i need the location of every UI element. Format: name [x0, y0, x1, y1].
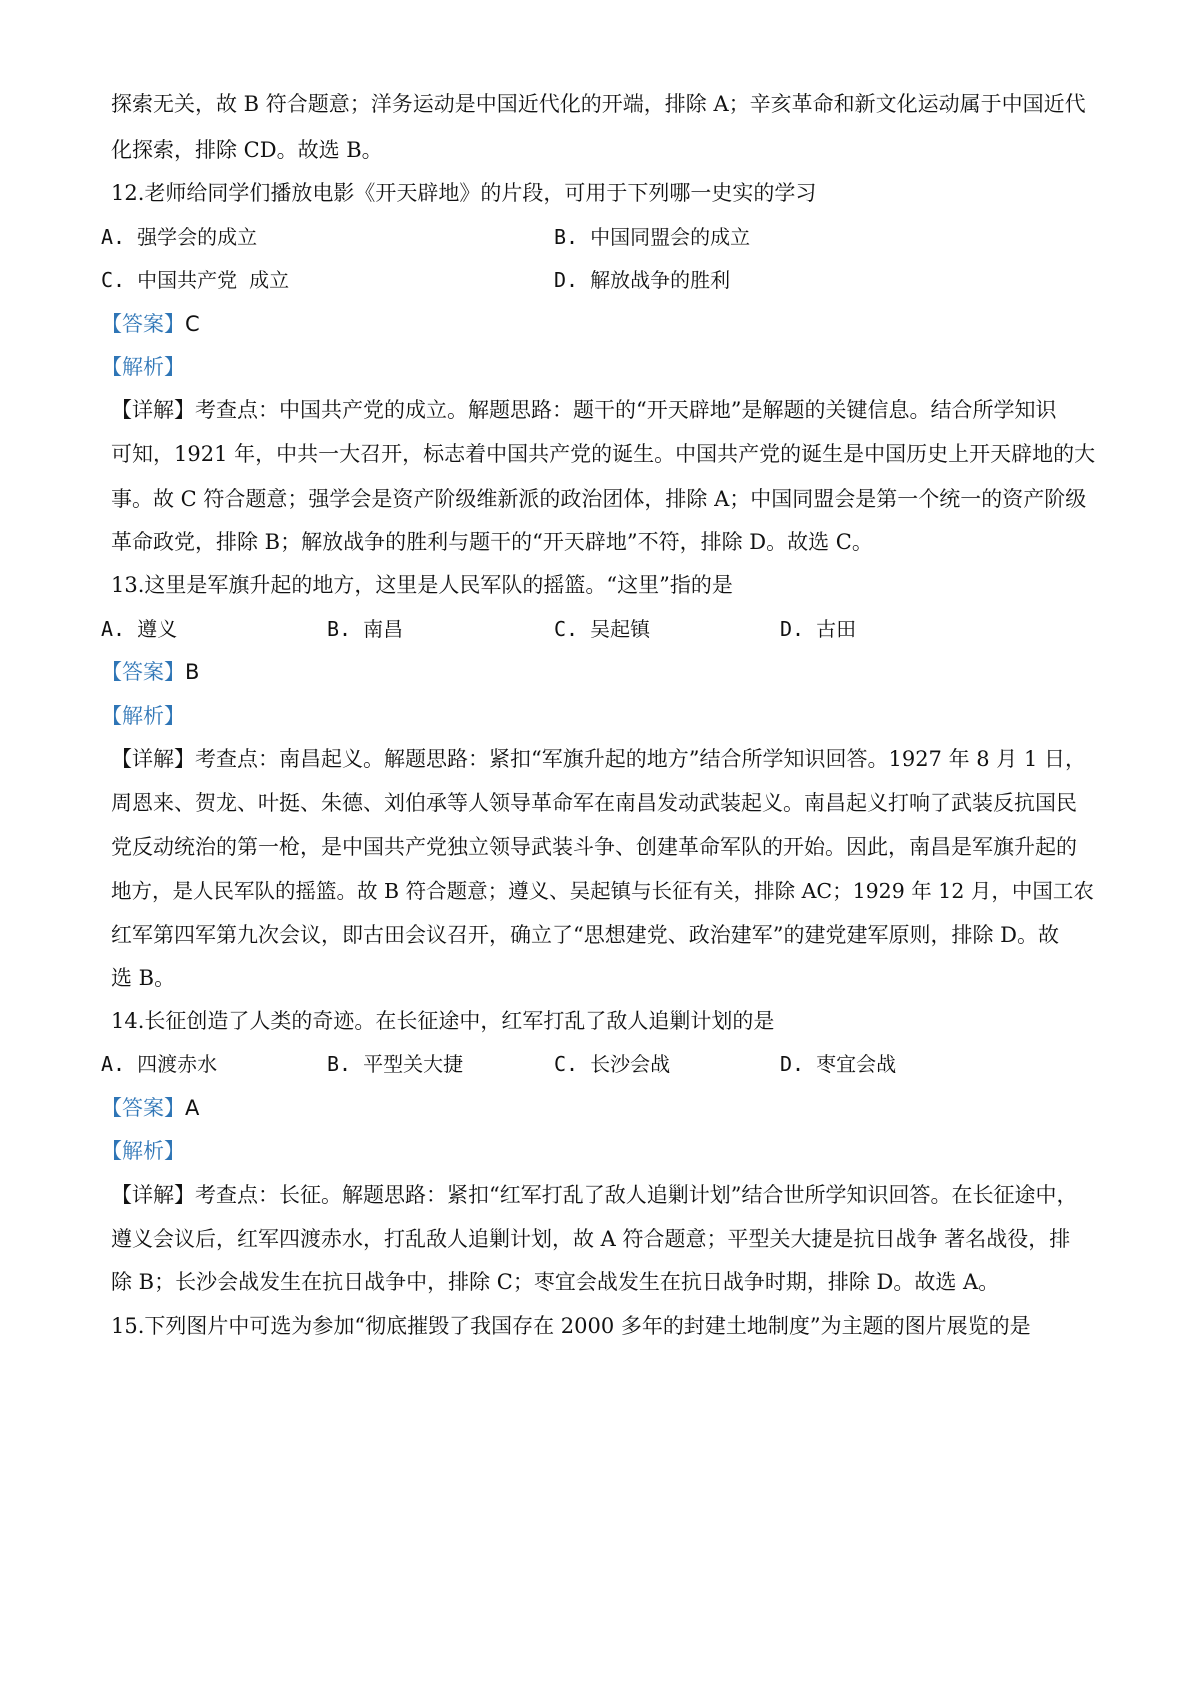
q13-detail-line: 【详解】考查点：南昌起义。解题思路：紧扣“军旗升起的地方”结合所学知识回答。1927 年 8 月 1 日，: [111, 747, 1087, 771]
answer-value: C: [185, 312, 200, 336]
q13-option-a: A. 遵义: [101, 617, 178, 641]
q13-analysis-tag: [101, 701, 1102, 731]
q12-detail-line: 革命政党，排除 B；解放战争的胜利与题干的“开天辟地”不符，排除 D。故选 C。: [111, 530, 873, 554]
q13-option-d: D. 古田: [780, 617, 857, 641]
q13-option-b: B. 南昌: [327, 617, 404, 641]
question-12-stem: 12.老师给同学们播放电影《开天辟地》的片段，可用于下列哪一史实的学习: [111, 181, 817, 205]
q13-detail-line: 选 B。: [111, 966, 176, 990]
prev-text-line: 探索无关，故 B 符合题意；洋务运动是中国近代化的开端，排除 A；辛亥革命和新文化运动属于中国近代: [111, 92, 1086, 116]
q14-option-a: A. 四渡赤水: [101, 1052, 218, 1076]
q12-option-b: B. 中国同盟会的成立: [554, 225, 751, 249]
q13-detail-line: 周恩来、贺龙、叶挺、朱德、刘伯承等人领导革命军在南昌发动武装起义。南昌起义打响了武装反抗国民: [111, 791, 1077, 815]
q12-answer-line: [101, 309, 1102, 339]
q12-detail-line: 可知，1921 年，中共一大召开，标志着中国共产党的诞生。中国共产党的诞生是中国历史上开天辟地的大: [111, 442, 1096, 466]
q13-option-c: C. 吴起镇: [554, 617, 651, 641]
q14-option-b: B. 平型关大捷: [327, 1052, 464, 1076]
q13-detail-line: 地方，是人民军队的摇篮。故 B 符合题意；遵义、吴起镇与长征有关，排除 AC；1929 年 12 月，中国工农: [111, 879, 1094, 903]
answer-value: A: [185, 1096, 200, 1120]
q14-detail-line: 【详解】考查点：长征。解题思路：紧扣“红军打乱了敌人追剿计划”结合世所学知识回答。在长征途中，: [111, 1183, 1078, 1207]
answer-tag: 【答案】: [101, 1096, 185, 1120]
analysis-tag: 【解析】: [101, 355, 185, 379]
q12-option-c: C. 中国共产党 成立: [101, 268, 290, 292]
q13-detail-line: 红军第四军第九次会议，即古田会议召开，确立了“思想建党、政治建军”的建党建军原则，排除 D。故: [111, 923, 1059, 947]
question-14-stem: 14.长征创造了人类的奇迹。在长征途中，红军打乱了敌人追剿计划的是: [111, 1009, 775, 1033]
q13-answer-line: [101, 657, 1102, 687]
question-15-stem: 15.下列图片中可选为参加“彻底摧毁了我国存在 2000 多年的封建土地制度”为主题的图片展览的是: [111, 1314, 1031, 1338]
q13-detail-line: 党反动统治的第一枪，是中国共产党独立领导武装斗争、创建革命军队的开始。因此，南昌是军旗升起的: [111, 835, 1077, 859]
q12-analysis-tag: [101, 352, 1102, 382]
answer-tag: 【答案】: [101, 660, 185, 684]
answer-tag: 【答案】: [101, 312, 185, 336]
q14-detail-line: 除 B；长沙会战发生在抗日战争中，排除 C；枣宜会战发生在抗日战争时期，排除 D。故选 A。: [111, 1270, 1000, 1294]
q12-option-a: A. 强学会的成立: [101, 225, 258, 249]
q14-answer-line: [101, 1093, 1102, 1123]
q14-option-c: C. 长沙会战: [554, 1052, 671, 1076]
q14-detail-line: 遵义会议后，红军四渡赤水，打乱敌人追剿计划，故 A 符合题意；平型关大捷是抗日战争 著名战役，排: [111, 1227, 1071, 1251]
q12-detail-line: 事。故 C 符合题意；强学会是资产阶级维新派的政治团体，排除 A；中国同盟会是第一个统一的资产阶级: [111, 487, 1087, 511]
q12-option-d: D. 解放战争的胜利: [554, 268, 731, 292]
q14-option-d: D. 枣宜会战: [780, 1052, 897, 1076]
question-13-stem: 13.这里是军旗升起的地方，这里是人民军队的摇篮。“这里”指的是: [111, 573, 733, 597]
analysis-tag: 【解析】: [101, 704, 185, 728]
q14-analysis-tag: [101, 1136, 1102, 1166]
analysis-tag: 【解析】: [101, 1139, 185, 1163]
prev-text-line: 化探索，排除 CD。故选 B。: [111, 138, 383, 162]
answer-value: B: [185, 660, 200, 684]
q12-detail-line: 【详解】考查点：中国共产党的成立。解题思路：题干的“开天辟地”是解题的关键信息。结合所学知识: [111, 398, 1057, 422]
